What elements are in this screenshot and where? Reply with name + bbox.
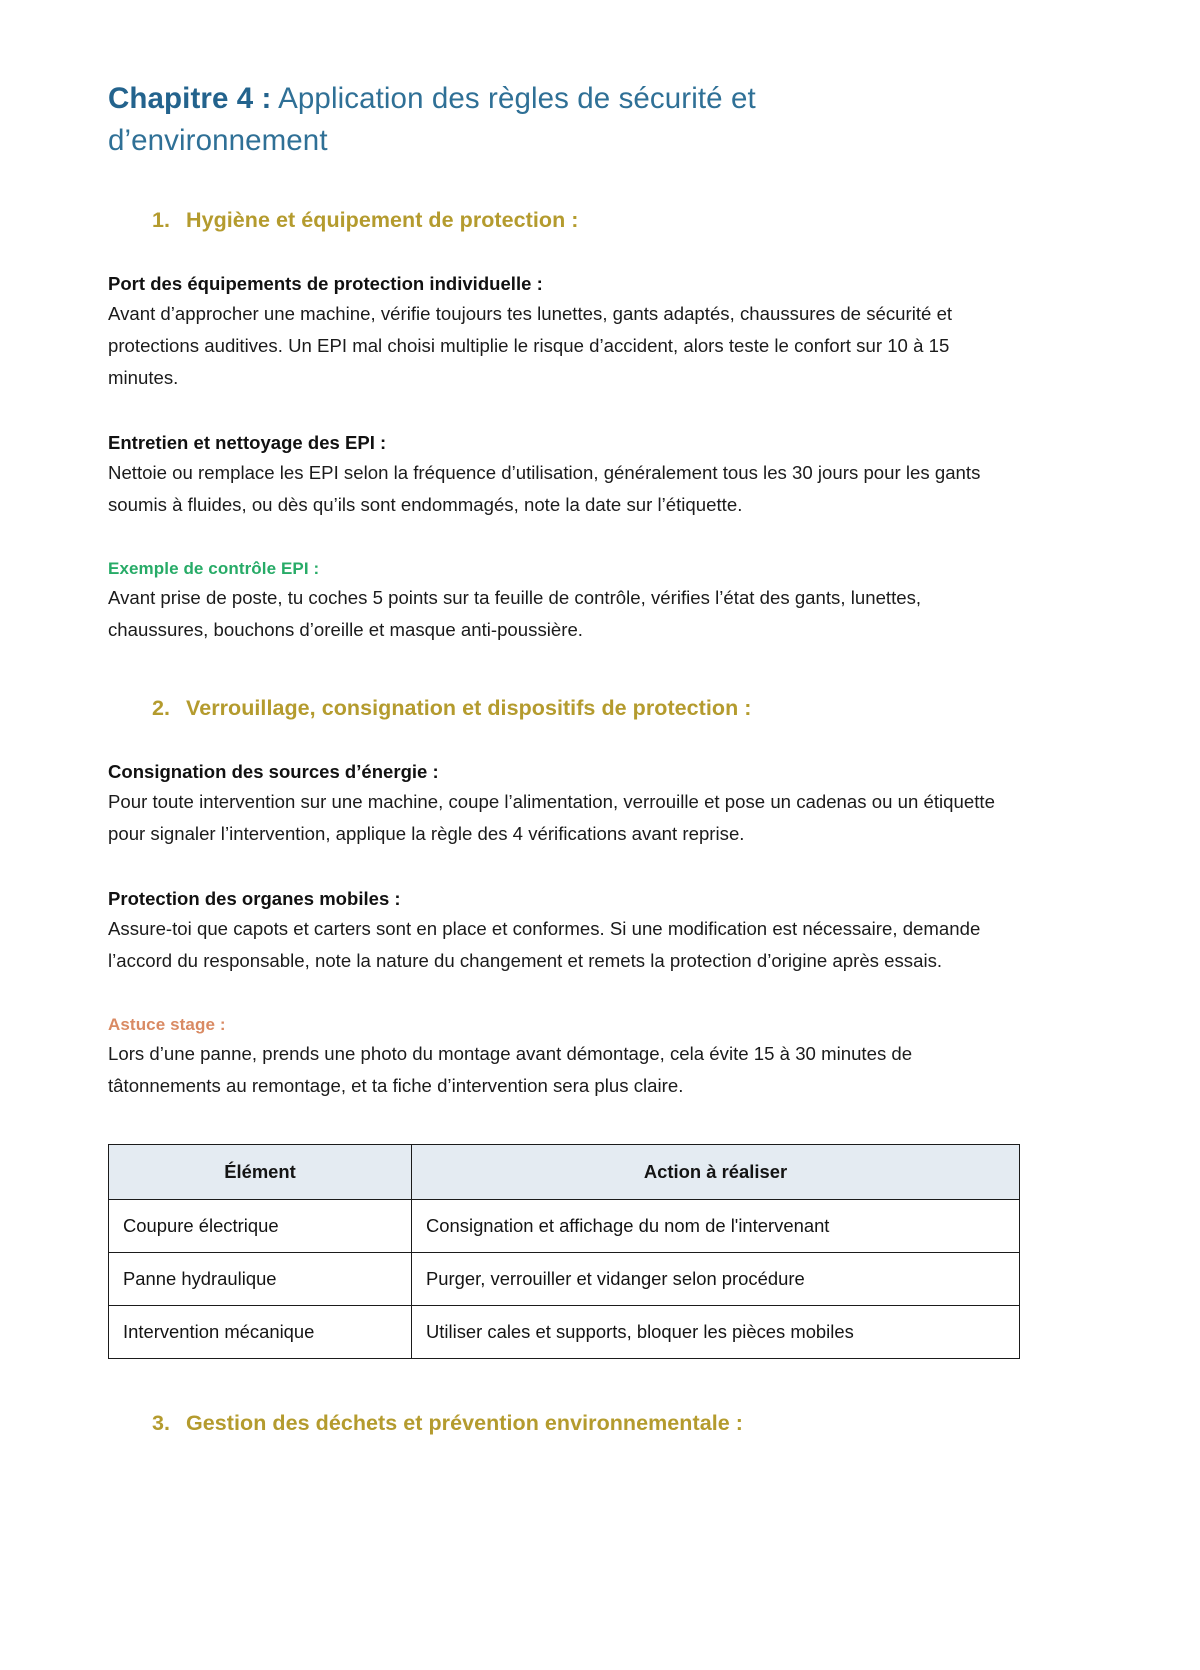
callout-heading-astuce: Astuce stage : (108, 1015, 226, 1034)
block-organes-mobiles (108, 888, 1092, 977)
block-epi-exemple (108, 559, 1092, 646)
table-cell-element: Coupure électrique (109, 1199, 412, 1252)
subheading-consignation: Consignation des sources d’énergie : (108, 761, 439, 783)
table-cell-action: Utiliser cales et supports, bloquer les pièces mobiles (412, 1305, 1020, 1358)
section-label-3: Gestion des déchets et prévention environnementale : (186, 1410, 743, 1435)
chapter-title-text: Application des règles de sécurité et d’environnement (108, 82, 756, 158)
table-cell-action: Purger, verrouiller et vidanger selon procédure (412, 1252, 1020, 1305)
table-cell-element: Intervention mécanique (109, 1305, 412, 1358)
block-epi-port (108, 273, 1092, 394)
table-header-action: Action à réaliser (412, 1144, 1020, 1199)
section-label-2: Verrouillage, consignation et dispositifs de protection : (186, 696, 752, 721)
table-row (109, 1252, 1020, 1305)
table-row (109, 1199, 1020, 1252)
section-heading-2 (108, 696, 1092, 721)
table-cell-element: Panne hydraulique (109, 1252, 412, 1305)
chapter-label: Chapitre 4 : (108, 82, 272, 115)
subheading-epi-entretien: Entretien et nettoyage des EPI : (108, 432, 387, 454)
bodytext-epi-entretien: Nettoie ou remplace les EPI selon la fréquence d’utilisation, généralement tous les 30 jours pour les gants soumis à fluides, ou dès qu’ils sont endommagés, note la date sur l’étiquette. (108, 462, 981, 516)
subheading-organes-mobiles: Protection des organes mobiles : (108, 888, 401, 910)
bodytext-epi-exemple: Avant prise de poste, tu coches 5 points sur ta feuille de contrôle, vérifies l’état des gants, lunettes, chaussures, bouchons d’oreille et masque anti-poussière. (108, 587, 922, 641)
bodytext-epi-port: Avant d’approcher une machine, vérifie toujours tes lunettes, gants adaptés, chaussures de sécurité et protections auditives. Un EPI mal choisi multiplie le risque d’accident, alors teste le confort sur 10 à 15 minutes. (108, 303, 953, 389)
block-consignation (108, 761, 1092, 850)
table-header-row (109, 1144, 1020, 1199)
bodytext-astuce: Lors d’une panne, prends une photo du montage avant démontage, cela évite 15 à 30 minutes de tâtonnements au remontage, et ta fiche d’intervention sera plus claire. (108, 1043, 913, 1096)
bodytext-organes-mobiles: Assure-toi que capots et carters sont en place et conformes. Si une modification est nécessaire, demande l’accord du responsable, note la nature du changement et remets la protection d’origine après essais. (108, 918, 981, 972)
section-number-1: 1. (152, 208, 171, 233)
actions-table (108, 1144, 1020, 1359)
section-number-3: 3. (152, 1410, 171, 1435)
section-heading-1 (108, 208, 1092, 233)
bodytext-consignation: Pour toute intervention sur une machine, coupe l’alimentation, verrouille et pose un cadenas ou un étiquette pour signaler l’intervention, applique la règle des 4 vérifications avant reprise. (108, 791, 995, 845)
section-heading-3 (108, 1411, 1092, 1436)
callout-heading-exemple: Exemple de contrôle EPI : (108, 559, 320, 579)
section-label-1: Hygiène et équipement de protection : (186, 208, 579, 233)
page-title (108, 78, 868, 162)
subheading-epi-port: Port des équipements de protection individuelle : (108, 273, 543, 295)
section-number-2: 2. (152, 696, 171, 721)
table-cell-action: Consignation et affichage du nom de l'intervenant (412, 1199, 1020, 1252)
block-epi-entretien (108, 432, 1092, 521)
table-row (109, 1305, 1020, 1358)
table-header-element: Élément (109, 1144, 412, 1199)
block-astuce (108, 1015, 1092, 1102)
